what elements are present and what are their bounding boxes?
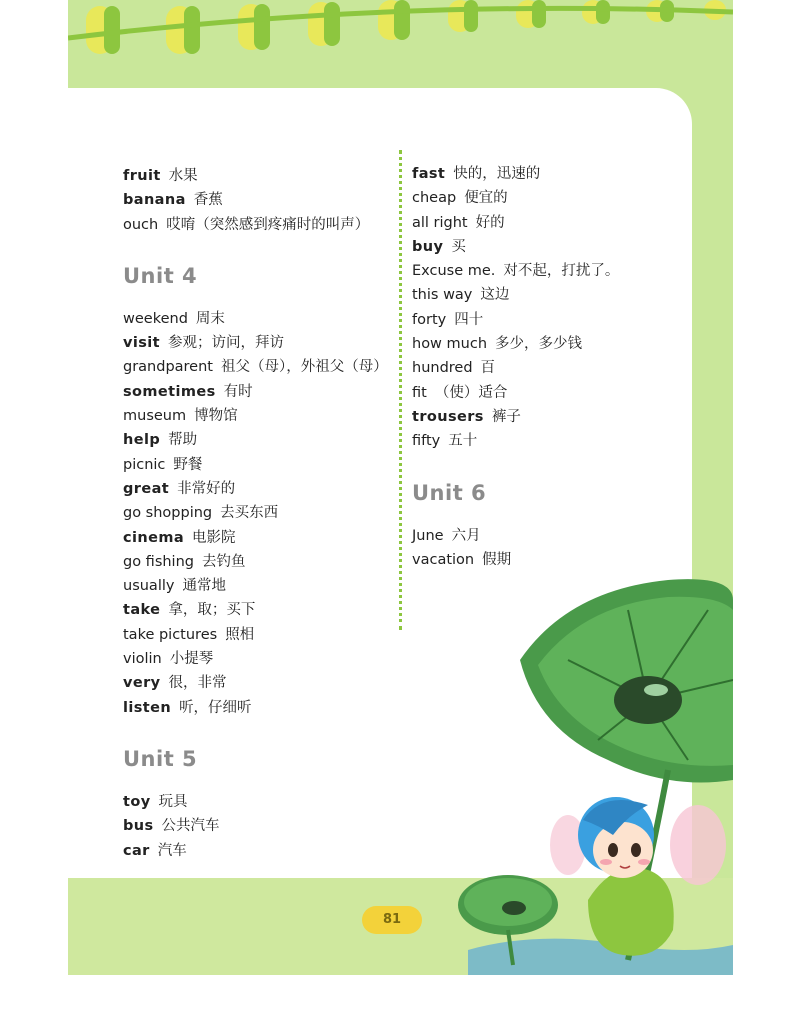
right-column xyxy=(412,162,619,572)
vocab-entry: fruit 水果 xyxy=(123,168,198,184)
page-number: 81 xyxy=(362,906,422,934)
vocab-entry: all right 好的 xyxy=(412,214,505,231)
vocab-entry: trousers 裤子 xyxy=(412,408,521,425)
vocab-entry: listen 听，仔细听 xyxy=(123,699,252,716)
left-column xyxy=(123,164,388,863)
vocab-entry: ouch 哎唷（突然感到疼痛时的叫声） xyxy=(123,216,370,233)
vocab-entry: fifty 五十 xyxy=(412,433,478,450)
vocab-entry: hundred 百 xyxy=(412,360,496,377)
vocab-entry: June 六月 xyxy=(412,527,481,544)
unit-4-heading: Unit 4 xyxy=(123,263,198,288)
vocab-entry: visit 参观；访问，拜访 xyxy=(123,335,284,352)
vocab-entry: fast 快的，迅速的 xyxy=(412,166,541,182)
unit-6-heading: Unit 6 xyxy=(412,480,487,505)
fence-decoration xyxy=(68,0,733,95)
vocab-entry: go shopping 去买东西 xyxy=(123,505,279,522)
vocab-entry: cheap 便宜的 xyxy=(412,190,508,207)
vocab-entry: grandparent 祖父（母），外祖父（母） xyxy=(123,359,388,376)
vocab-entry: forty 四十 xyxy=(412,311,484,328)
vocab-entry: car 汽车 xyxy=(123,842,187,859)
vocab-entry: go fishing 去钓鱼 xyxy=(123,553,246,570)
vocab-entry: fit （使）适合 xyxy=(412,384,508,401)
vocab-entry: toy 玩具 xyxy=(123,793,188,810)
vocab-entry: take pictures 照相 xyxy=(123,626,255,643)
vocab-entry: sometimes 有时 xyxy=(123,383,253,400)
vocab-entry: Excuse me. 对不起，打扰了。 xyxy=(412,263,620,280)
vocab-entry: cinema 电影院 xyxy=(123,529,236,546)
vocab-entry: help 帮助 xyxy=(123,432,198,449)
column-divider xyxy=(399,150,402,630)
textbook-page xyxy=(68,0,733,975)
vocab-entry: museum 博物馆 xyxy=(123,408,238,425)
vocab-entry: weekend 周末 xyxy=(123,310,225,327)
vocab-entry: very 很，非常 xyxy=(123,675,227,692)
vocab-entry: great 非常好的 xyxy=(123,480,236,497)
vocab-entry: this way 这边 xyxy=(412,287,510,304)
unit-5-heading: Unit 5 xyxy=(123,746,198,771)
vocab-entry: take 拿，取；买下 xyxy=(123,602,256,619)
vocab-entry: banana 香蕉 xyxy=(123,192,223,209)
vocab-entry: bus 公共汽车 xyxy=(123,818,220,835)
vocab-entry: usually 通常地 xyxy=(123,578,226,595)
vocab-entry: how much 多少，多少钱 xyxy=(412,336,583,353)
vocab-entry: violin 小提琴 xyxy=(123,651,214,668)
vocab-entry: vacation 假期 xyxy=(412,551,512,568)
vocab-entry: picnic 野餐 xyxy=(123,456,203,473)
vocab-entry: buy 买 xyxy=(412,238,466,255)
